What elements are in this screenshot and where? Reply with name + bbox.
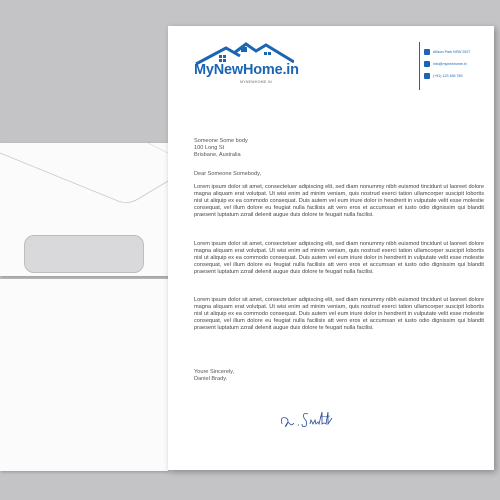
letter-closing (194, 369, 484, 383)
envelope-lower-panel (0, 279, 168, 471)
handwritten-signature (278, 406, 338, 432)
logo-word-my: My (194, 62, 214, 78)
letter-paragraph: Lorem ipsum dolor sit amet, consectetuer adipiscing elit, sed diam nonummy nibh euismod tincidunt ut laoreet dolore magna aliquam erat volutpat. Ut wisi enim ad minim veniam, quis nostrud exerci tation ullamcorper suscipit lobortis nisl ut aliquip ex ea commodo consequat. Duis autem vel eum iriure dolor in hendrerit in vulputate velit esse molestie consequat, vel illum dolore eu feugiat nulla facilisis att vero eros et accumsan et iusto odio dignissim qui blandit praesent luptatum zzrail delenit augue duis dolore te feugait nulla facilisi. (194, 297, 484, 332)
logo-domain: .in (282, 62, 299, 78)
recipient-city: Brisbane, Australia (194, 152, 241, 159)
closing-phrase: Youre Sincerely, (194, 369, 235, 375)
logo-tagline: MYNEWHOME.IN (240, 80, 272, 84)
letterhead-page (168, 26, 494, 470)
letter-paragraph: Lorem ipsum dolor sit amet, consectetuer adipiscing elit, sed diam nonummy nibh euismod tincidunt ut laoreet dolore magna aliquam erat volutpat. Ut wisi enim ad minim veniam, quis nostrud exerci tation ullamcorper suscipit lobortis nisl ut aliquip ex ea commodo consequat. Duis autem vel eum iriure dolor in hendrerit in vulputate velit esse molestie consequat, vel illum dolore eu feugiat nulla facilisis att vero eros et accumsan et iusto odio dignissim qui blandit praesent luptatum zzrail delenit augue duis dolore te feugait nulla facilisi. (194, 184, 484, 219)
contact-email-row (424, 60, 467, 68)
company-logo (194, 42, 299, 86)
contact-address-row (424, 48, 470, 56)
recipient-address (194, 138, 484, 159)
envelope-window (24, 235, 144, 273)
logo-wordmark (194, 62, 299, 78)
email-icon (424, 61, 430, 67)
contact-block (419, 42, 490, 90)
logo-word-new: New (213, 62, 243, 78)
recipient-name: Someone Some body (194, 138, 248, 144)
contact-address: Allison Park NSW 2527 (433, 50, 471, 54)
phone-icon (424, 73, 430, 79)
envelope-back (0, 143, 168, 276)
contact-phone: (+91) 123 456 789 (433, 74, 463, 78)
contact-phone-row (424, 72, 462, 80)
location-icon (424, 49, 430, 55)
contact-email: info@mynewhome.in (433, 62, 467, 66)
letter-paragraph: Lorem ipsum dolor sit amet, consectetuer adipiscing elit, sed diam nonummy nibh euismod tincidunt ut laoreet dolore magna aliquam erat volutpat. Ut wisi enim ad minim veniam, quis nostrud exerci tation ullamcorper suscipit lobortis nisl ut aliquip ex ea commodo consequat. Duis autem vel eum iriure dolor in hendrerit in vulputate velit esse molestie consequat, vel illum dolore eu feugiat nulla facilisis att vero eros et accumsan et iusto odio dignissim qui blandit praesent luptatum zzrail delenit augue duis dolore te feugait nulla facilisi. (194, 241, 484, 276)
logo-word-home: Home (242, 62, 283, 78)
letter-greeting: Dear Someone Somebody, (194, 171, 262, 177)
recipient-street: 100 Long St (194, 145, 225, 152)
signer-name: Daniel Brady. (194, 376, 228, 383)
